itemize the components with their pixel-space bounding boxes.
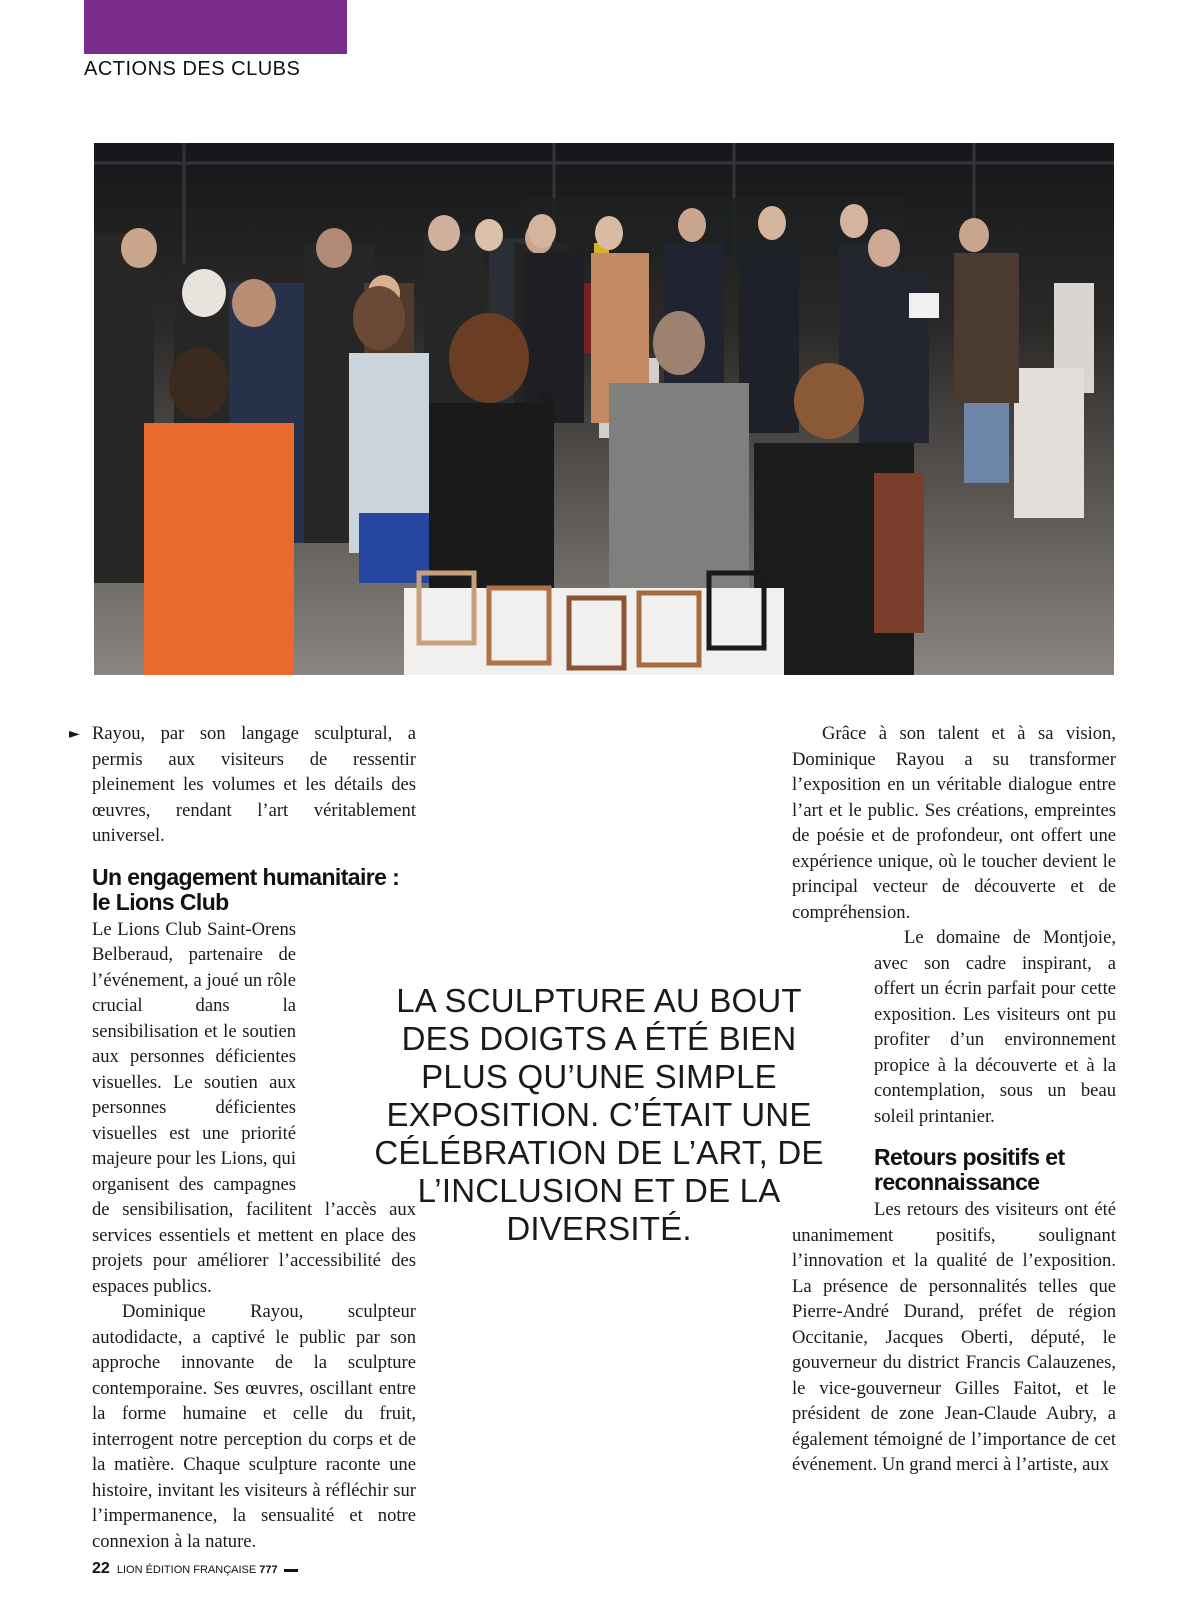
event-crowd-photo-icon xyxy=(94,143,1114,675)
footer-bar xyxy=(284,1569,298,1572)
right-paragraph-3: Les retours des visiteurs ont été unanimement positifs, soulignant l’innovation et la qualité de l’exposition. La présence de personnalités telles que Pierre-André Durand, préfet de région Occitanie, Jacques Oberti, député, le gouverneur du district Francis Calauzenes, le vice-gouverneur Gilles Faitot, et le président de zone Jean-Claude Aubry, a également témoigné de l’importance de cet événement. Un grand merci à l’artiste, aux xyxy=(792,1199,1116,1475)
page-footer xyxy=(92,1560,298,1578)
event-photo xyxy=(94,143,1114,675)
section-color-tab xyxy=(84,0,347,54)
right-paragraph-2: Le domaine de Montjoie, avec son cadre inspirant, a offert un écrin parfait pour cette exposition. Les visiteurs ont pu profiter d’un environnement propice à la découverte et à la contemplation, sous un beau soleil printanier. xyxy=(874,927,1116,1127)
left-paragraph-3: Dominique Rayou, sculpteur autodidacte, a captivé le public par son approche innovante de la sculpture contemporaine. Ses œuvres, oscillant entre la forme humaine et celle du fruit, interrogent notre perception du corps et de la matière. Chaque sculpture raconte une histoire, invitant les visiteurs à réfléchir sur l’impermanence, la sensualité et notre connexion à la nature. xyxy=(92,1301,416,1552)
magazine-name: LION ÉDITION FRANÇAISE xyxy=(116,1564,257,1576)
continuation-arrow-icon: ► xyxy=(69,726,80,742)
left-paragraph-1: Rayou, par son langage sculptural, a permis aux visiteurs de ressentir pleinement les volumes et les détails des œuvres, rendant l’art véritablement universel. xyxy=(92,723,416,846)
section-label: ACTIONS DES CLUBS xyxy=(84,58,301,80)
left-paragraph-2: Le Lions Club Saint-Orens Belberaud, partenaire de l’événement, a joué un rôle crucial dans la sensibilisation et le soutien aux personnes déficientes visuelles. Le soutien aux personnes déficientes visuelles est une priorité majeure pour les Lions, qui organisent des campagnes de sensibilisation, facilitent l’accès aux services essentiels et mettent en place des projets pour améliorer l’accessibilité des espaces publics. xyxy=(92,918,416,1297)
issue-number: 777 xyxy=(259,1564,278,1576)
right-paragraph-1: Grâce à son talent et à sa vision, Dominique Rayou a su transformer l’exposition en un véritable dialogue entre l’art et le public. Ses créations, empreintes de poésie et de profondeur, ont offert une expérience unique, où le toucher devient le principal vecteur de découverte et de compréhension. xyxy=(792,723,1116,923)
pull-quote: LA SCULPTURE AU BOUT DES DOIGTS A ÉTÉ BIEN PLUS QU’UNE SIMPLE EXPOSITION. C’ÉTAIT UNE CÉLÉBRATION DE L’ART, DE L’INCLUSION ET DE LA DIVERSITÉ. xyxy=(374,982,824,1247)
right-column xyxy=(792,721,1116,1478)
right-heading: Retours positifs et reconnaissance xyxy=(874,1144,1065,1195)
left-heading: Un engagement humanitaire : le Lions Club xyxy=(92,863,400,915)
page-number: 22 xyxy=(92,1560,110,1577)
